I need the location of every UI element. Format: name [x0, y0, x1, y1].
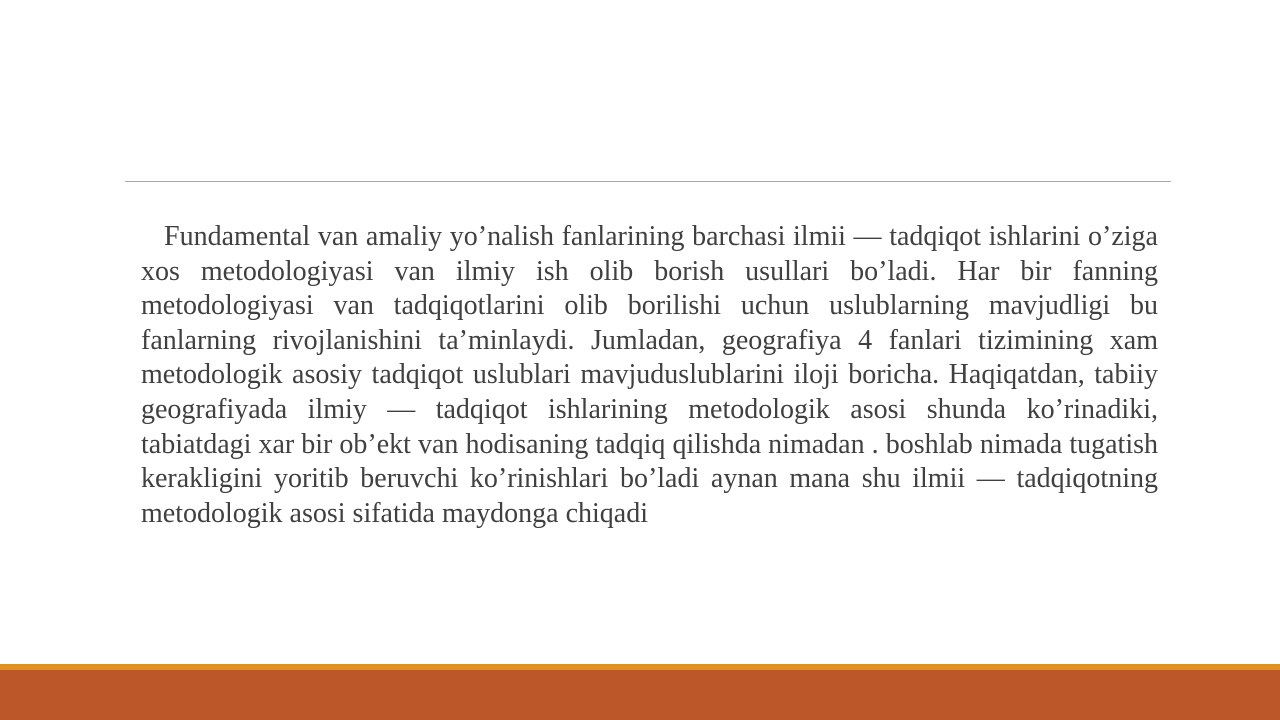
- footer-accent-band: [0, 670, 1280, 720]
- title-divider-line: [125, 181, 1171, 182]
- body-paragraph: Fundamental van amaliy yo’nalish fanlarining barchasi ilmii — tadqiqot ishlarini o’ziga xos metodologiyasi van ilmiy ish olib borish usullari bo’ladi. Har bir fanning metodologiyasi van tadqiqotlarini olib borilishi uchun uslublarning mavjudligi bu fanlarning rivojlanishini ta’minlaydi. Jumladan, geografiya 4 fanlari tizimining xam metodologik asosiy tadqiqot uslublari mavjuduslublarini iloji boricha. Haqiqatdan, tabiiy geografiyada ilmiy — tadqiqot ishlarining metodologik asosi shunda ko’rinadiki, tabiatdagi xar bir ob’ekt van hodisaning tadqiq qilishda nimadan . boshlab nimada tugatish kerakligini yoritib beruvchi ko’rinishlari bo’ladi aynan mana shu ilmii — tadqiqotning metodologik asosi sifatida maydonga chiqadi: [141, 221, 1158, 529]
